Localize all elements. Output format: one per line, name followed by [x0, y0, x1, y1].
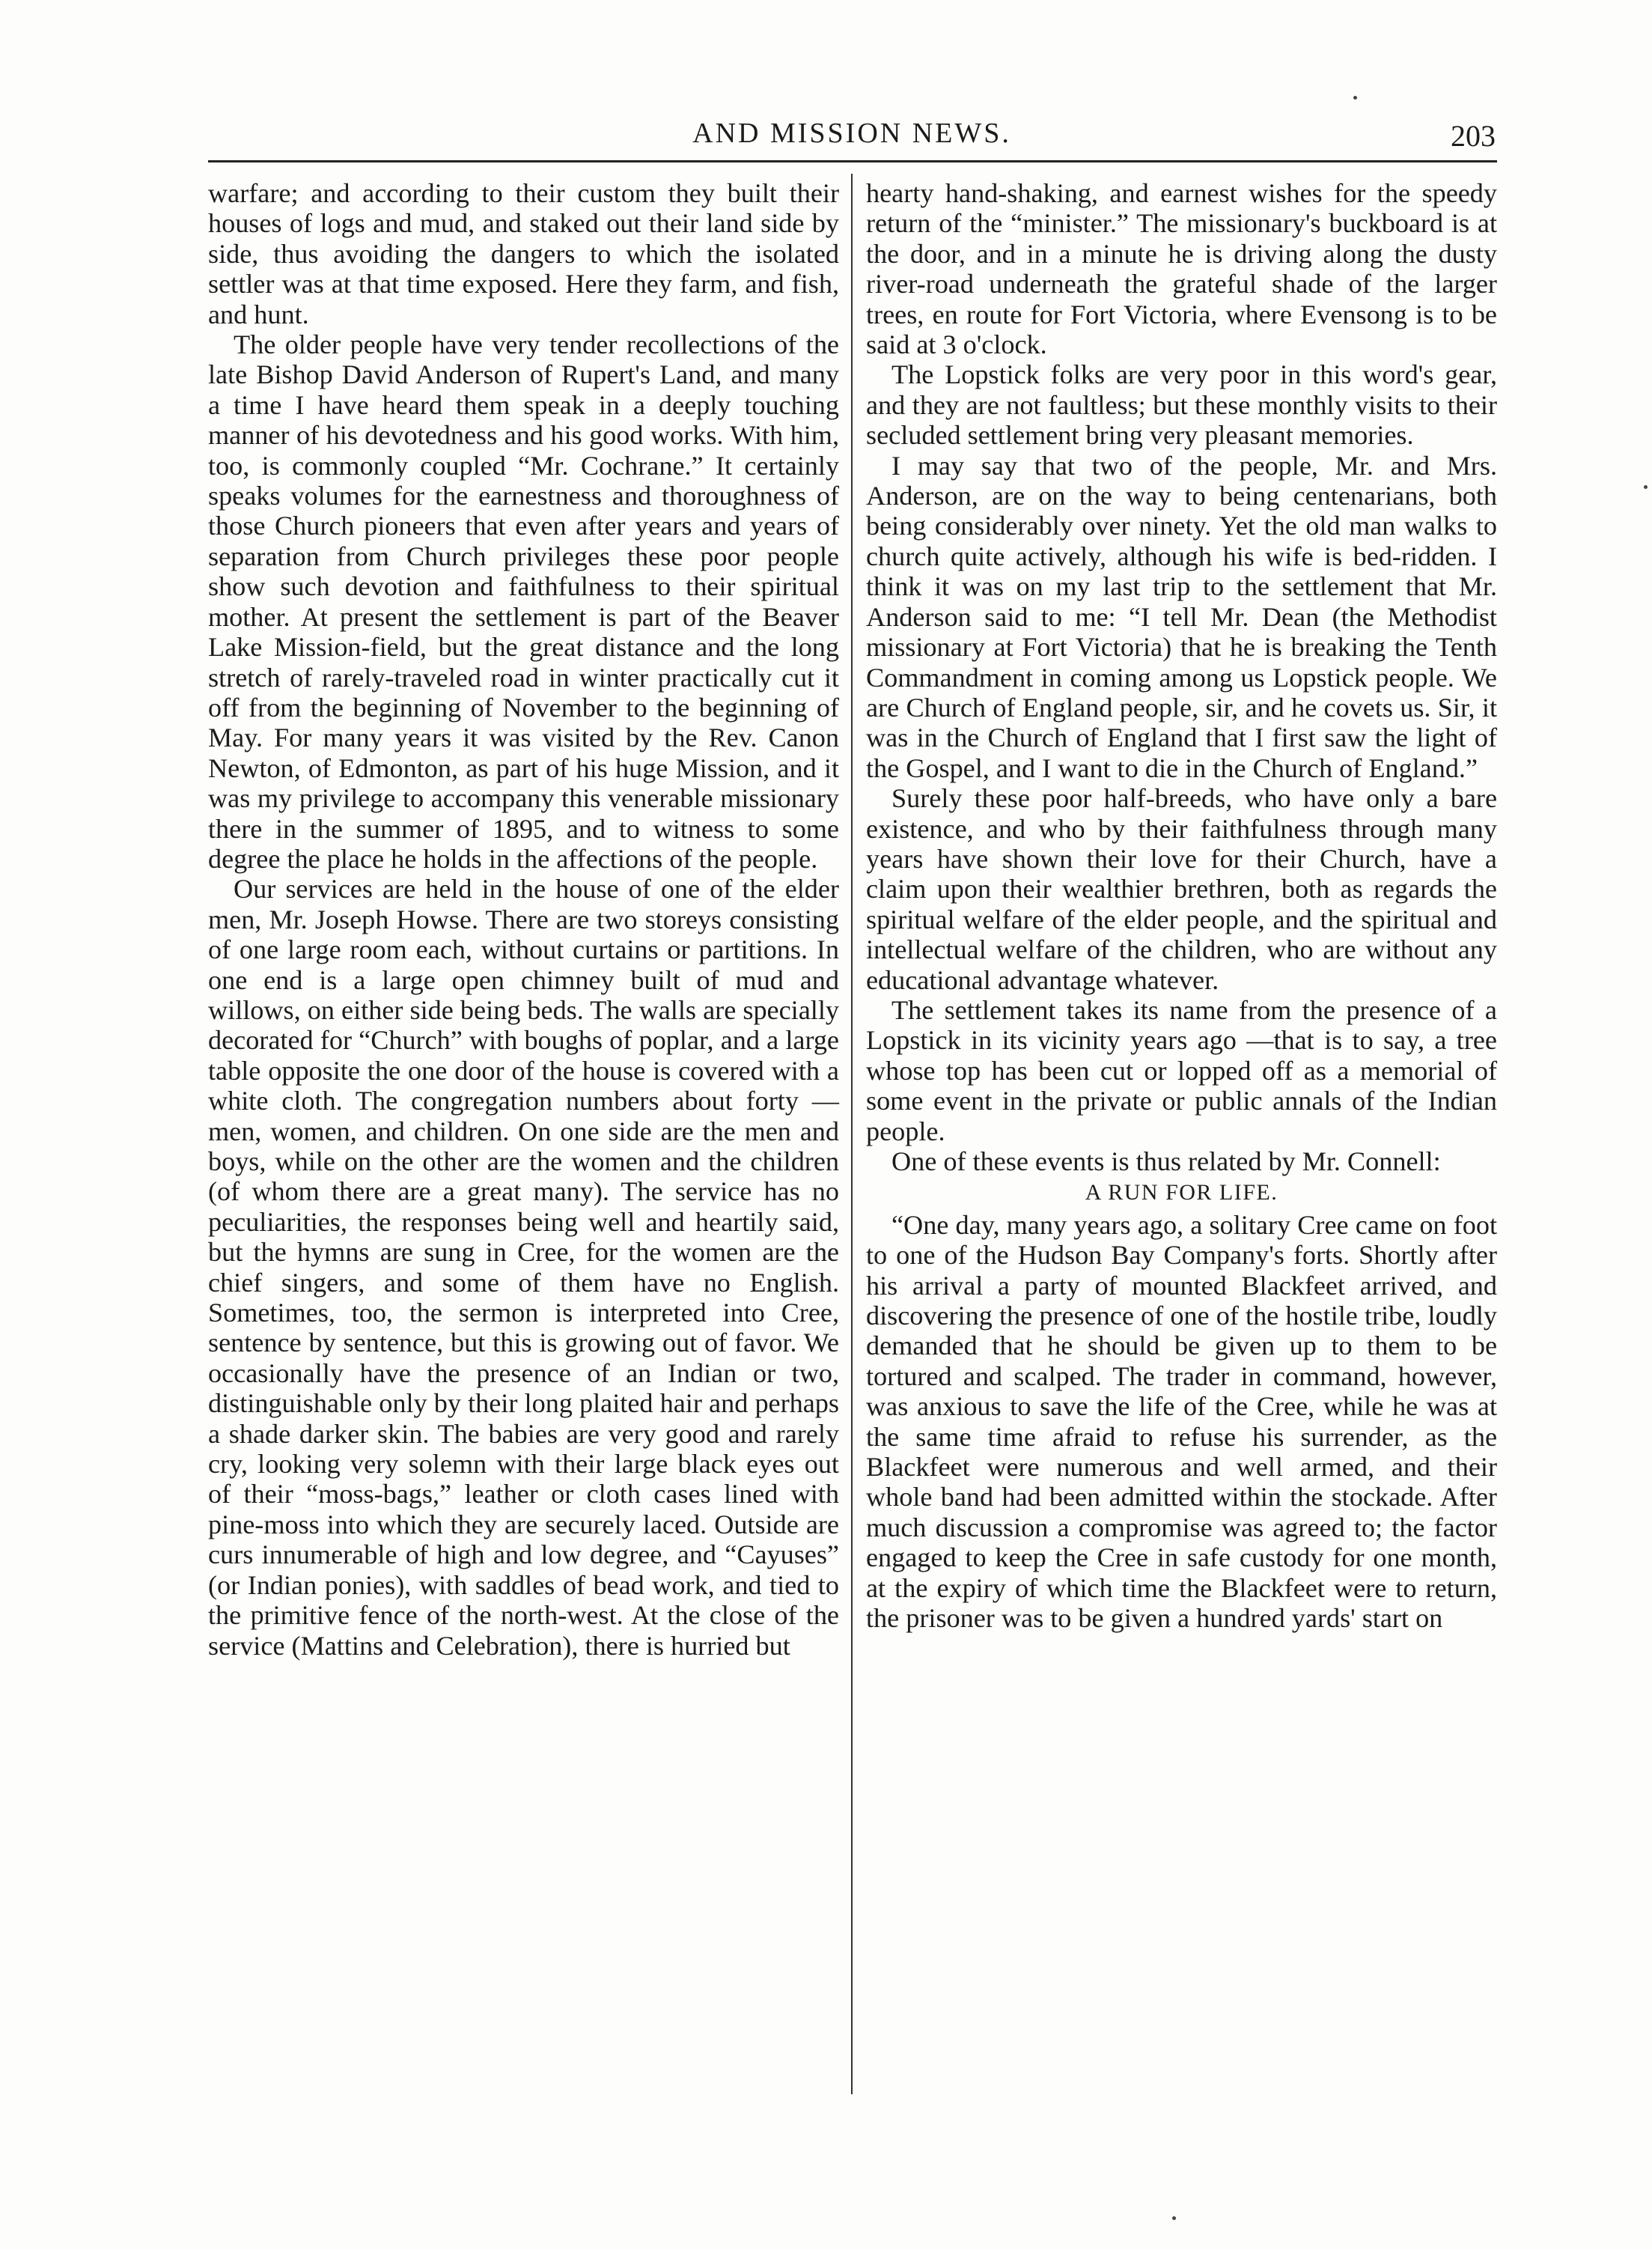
paragraph: One of these events is thus related by Mr. Connell:: [891, 1146, 1441, 1176]
paragraph: The Lopstick folks are very poor in this word's gear, and they are not faultless; but these monthly visits to their secluded settlement bring very pleasant memories.: [866, 359, 1497, 451]
paragraph: hearty hand-shaking, and earnest wishes for the speedy return of the “minister.” The missionary's buckboard is at the door, and in a minute he is driving along the dusty river-road underneath the grateful shade of the larger trees, en route for Fort Victoria, where Evensong is to be said at 3 o'clock.: [866, 178, 1497, 360]
paragraph: Our services are held in the house of one of the elder men, Mr. Joseph Howse. There are two storeys consisting of one large room each, without curtains or partitions. In one end is a large open chimney built of mud and willows, on either side being beds. The walls are specially decorated for “Church” with boughs of poplar, and a large table opposite the one door of the house is covered with a white cloth. The congregation numbers about forty —men, women, and children. On one side are the men and boys, while on the other are the women and the children (of whom there are a great many). The service has no peculiarities, the responses being well and heartily said, but the hymns are sung in Cree, for the women are the chief singers, and some of them have no English. Sometimes, too, the sermon is interpreted into Cree, sentence by sentence, but this is growing out of favor. We occasionally have the presence of an Indian or two, distinguishable only by their long plaited hair and perhaps a shade darker skin. The babies are very good and rarely cry, looking very solemn with their large black eyes out of their “moss-bags,” leather or cloth cases lined with pine-moss into which they are securely laced. Outside are curs innumerable of high and low degree, and “Cayuses” (or Indian ponies), with saddles of bead work, and tied to the primitive fence of the north-west. At the close of the service (Mattins and Celebration), there is hurried but: [208, 874, 839, 1661]
paragraph: I may say that two of the people, Mr. and Mrs. Anderson, are on the way to being centenarians, both being considerably over ninety. Yet the old man walks to church quite actively, although his wife is bed-ridden. I think it was on my last trip to the settlement that Mr. Anderson said to me: “I tell Mr. Dean (the Methodist missionary at Fort Victoria) that he is breaking the Tenth Commandment in coming among us Lopstick people. We are Church of England people, sir, and he covets us. Sir, it was in the Church of England that I first saw the light of the Gospel, and I want to die in the Church of England.”: [866, 450, 1497, 783]
paragraph: Surely these poor half-breeds, who have only a bare existence, and who by their faithfulness through many years have shown their love for their Church, have a claim upon their wealthier brethren, both as regards the spiritual welfare of the elder people, and the spiritual and intellectual welfare of the children, who are without any educational advantage whatever.: [866, 783, 1497, 995]
paragraph: “One day, many years ago, a solitary Cree came on foot to one of the Hudson Bay Company's forts. Shortly after his arrival a party of mounted Blackfeet arrived, and discovering the presence of one of the hostile tribe, loudly demanded that he should be given up to them to be tortured and scalped. The trader in command, however, was anxious to save the life of the Cree, while he was at the same time afraid to refuse his surrender, as the Blackfeet were numerous and well armed, and their whole band had been admitted within the stockade. After much discussion a compromise was agreed to; the factor engaged to keep the Cree in safe custody for one month, at the expiry of which time the Blackfeet were to return, the prisoner was to be given a hundred yards' start on: [866, 1209, 1497, 1634]
paragraph: The older people have very tender recollections of the late Bishop David Anderson of Rupert's Land, and many a time I have heard them speak in a deeply touching manner of his devotedness and his good works. With him, too, is commonly coupled “Mr. Cochrane.” It certainly speaks volumes for the earnestness and thoroughness of those Church pioneers that even after years and years of separation from Church privileges these poor people show such devotion and faithfulness to their spiritual mother. At present the settlement is part of the Beaver Lake Mission-field, but the great distance and the long stretch of rarely-traveled road in winter practically cut it off from the beginning of November to the beginning of May. For many years it was visited by the Rev. Canon Newton, of Edmonton, as part of his huge Mission, and it was my privilege to accompany this venerable missionary there in the summer of 1895, and to witness to some degree the place he holds in the affections of the people.: [208, 329, 839, 874]
right-column: [866, 178, 1497, 1634]
paragraph: warfare; and according to their custom they built their houses of logs and mud, and staked out their land side by side, thus avoiding the dangers to which the isolated settler was at that time exposed. Here they farm, and fish, and hunt.: [208, 178, 839, 329]
column-divider: [851, 174, 853, 2094]
left-column: [208, 178, 839, 1661]
print-speck: [1353, 96, 1357, 100]
section-heading: A RUN FOR LIFE.: [1085, 1180, 1278, 1205]
running-head: [208, 111, 1496, 156]
page-number: 203: [1451, 119, 1496, 153]
running-title: AND MISSION NEWS.: [692, 118, 1011, 149]
paragraph: The settlement takes its name from the presence of a Lopstick in its vicinity years ago —that is to say, a tree whose top has been cut or lopped off as a memorial of some event in the private or public annals of the Indian people.: [866, 994, 1497, 1146]
header-rule: [208, 160, 1497, 162]
print-speck: [1172, 2216, 1176, 2220]
print-speck: [1644, 485, 1648, 489]
